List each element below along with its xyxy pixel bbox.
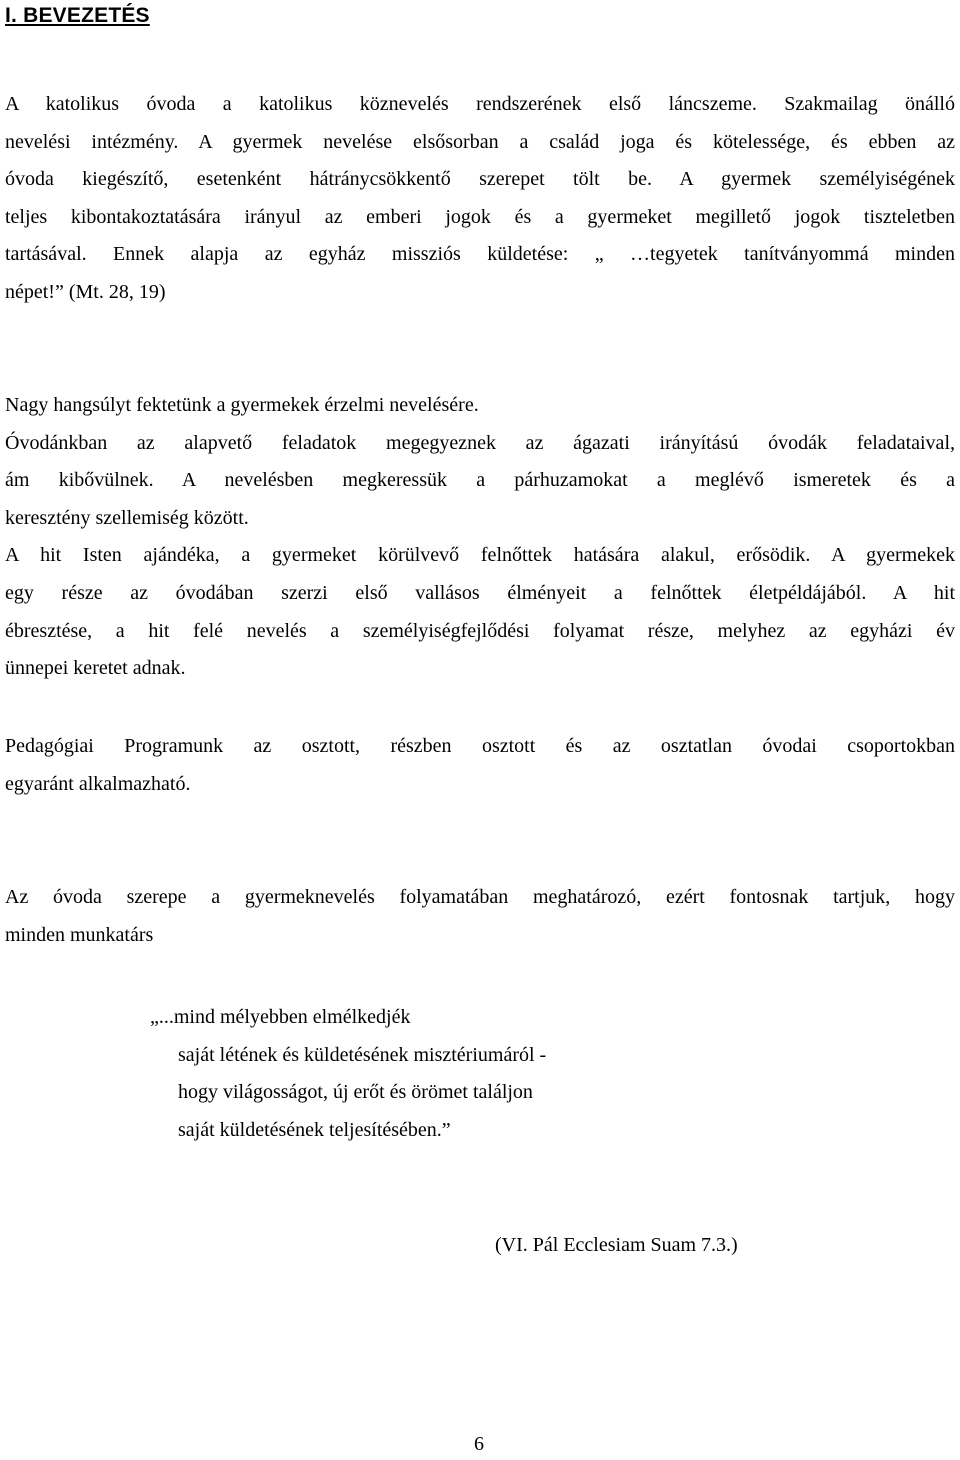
document-page [5, 0, 955, 1460]
text-line: A hit Isten ajándéka, a gyermeket körülvevő felnőttek hatására alakul, erősödik. A gyermekek [5, 544, 955, 567]
text-line: Óvodánkban az alapvető feladatok megegyeznek az ágazati irányítású óvodák feladataival, [5, 431, 955, 454]
text-line: egy része az óvodában szerzi első vallásos élményeit a felnőttek életpéldájából. A hit [5, 581, 955, 604]
text-line: Az óvoda szerepe a gyermeknevelés folyamatában meghatározó, ezért fontosnak tartjuk, hogy [5, 886, 955, 908]
paragraph-program-applicability [5, 728, 955, 803]
paragraph-emotional-education [5, 387, 955, 688]
text-line: óvoda kiegészítő, esetenként hátránycsökkentő szerepet tölt be. A gyermek személyiségének [5, 168, 955, 191]
text-line: Nagy hangsúlyt fektetünk a gyermekek érzelmi nevelésére. [5, 394, 479, 416]
text-line: teljes kibontakoztatására irányul az emberi jogok és a gyermeket megillető jogok tiszteletben [5, 205, 955, 228]
text-line: ünnepei keretet adnak. [5, 657, 186, 680]
text-line: Pedagógiai Programunk az osztott, részben osztott és az osztatlan óvodai csoportokban [5, 735, 955, 757]
quote-line: saját küldetésének teljesítésében.” [178, 1118, 451, 1141]
text-line: népet!” (Mt. 28, 19) [5, 280, 166, 303]
text-line: keresztény szellemiség között. [5, 506, 249, 529]
text-line: minden munkatárs [5, 923, 154, 946]
paragraph-introduction [5, 86, 955, 312]
paragraph-role-of-kindergarten [5, 879, 955, 954]
text-line: nevelési intézmény. A gyermek nevelése elsősorban a család joga és kötelessége, és ebben az [5, 130, 955, 153]
text-line: egyaránt alkalmazható. [5, 772, 191, 795]
quote-line: saját létének és küldetésének misztériumáról - [178, 1043, 547, 1066]
quote-line: hogy világosságot, új erőt és örömet találjon [178, 1081, 533, 1104]
page-number: 6 [474, 1433, 484, 1455]
section-heading: I. BEVEZETÉS [5, 4, 150, 27]
text-line: A katolikus óvoda a katolikus köznevelés rendszerének első láncszeme. Szakmailag önálló [5, 93, 955, 115]
block-quote [150, 999, 546, 1149]
quote-line: „...mind mélyebben elmélkedjék [150, 1006, 411, 1028]
text-line: ébresztése, a hit felé nevelés a személyiségfejlődési folyamat része, melyhez az egyházi év [5, 619, 955, 642]
quote-citation: (VI. Pál Ecclesiam Suam 7.3.) [495, 1234, 738, 1256]
text-line: tartásával. Ennek alapja az egyház missziós küldetése: „ …tegyetek tanítványommá minden [5, 243, 955, 266]
text-line: ám kibővülnek. A nevelésben megkeressük a párhuzamokat a meglévő ismeretek és a [5, 469, 955, 492]
